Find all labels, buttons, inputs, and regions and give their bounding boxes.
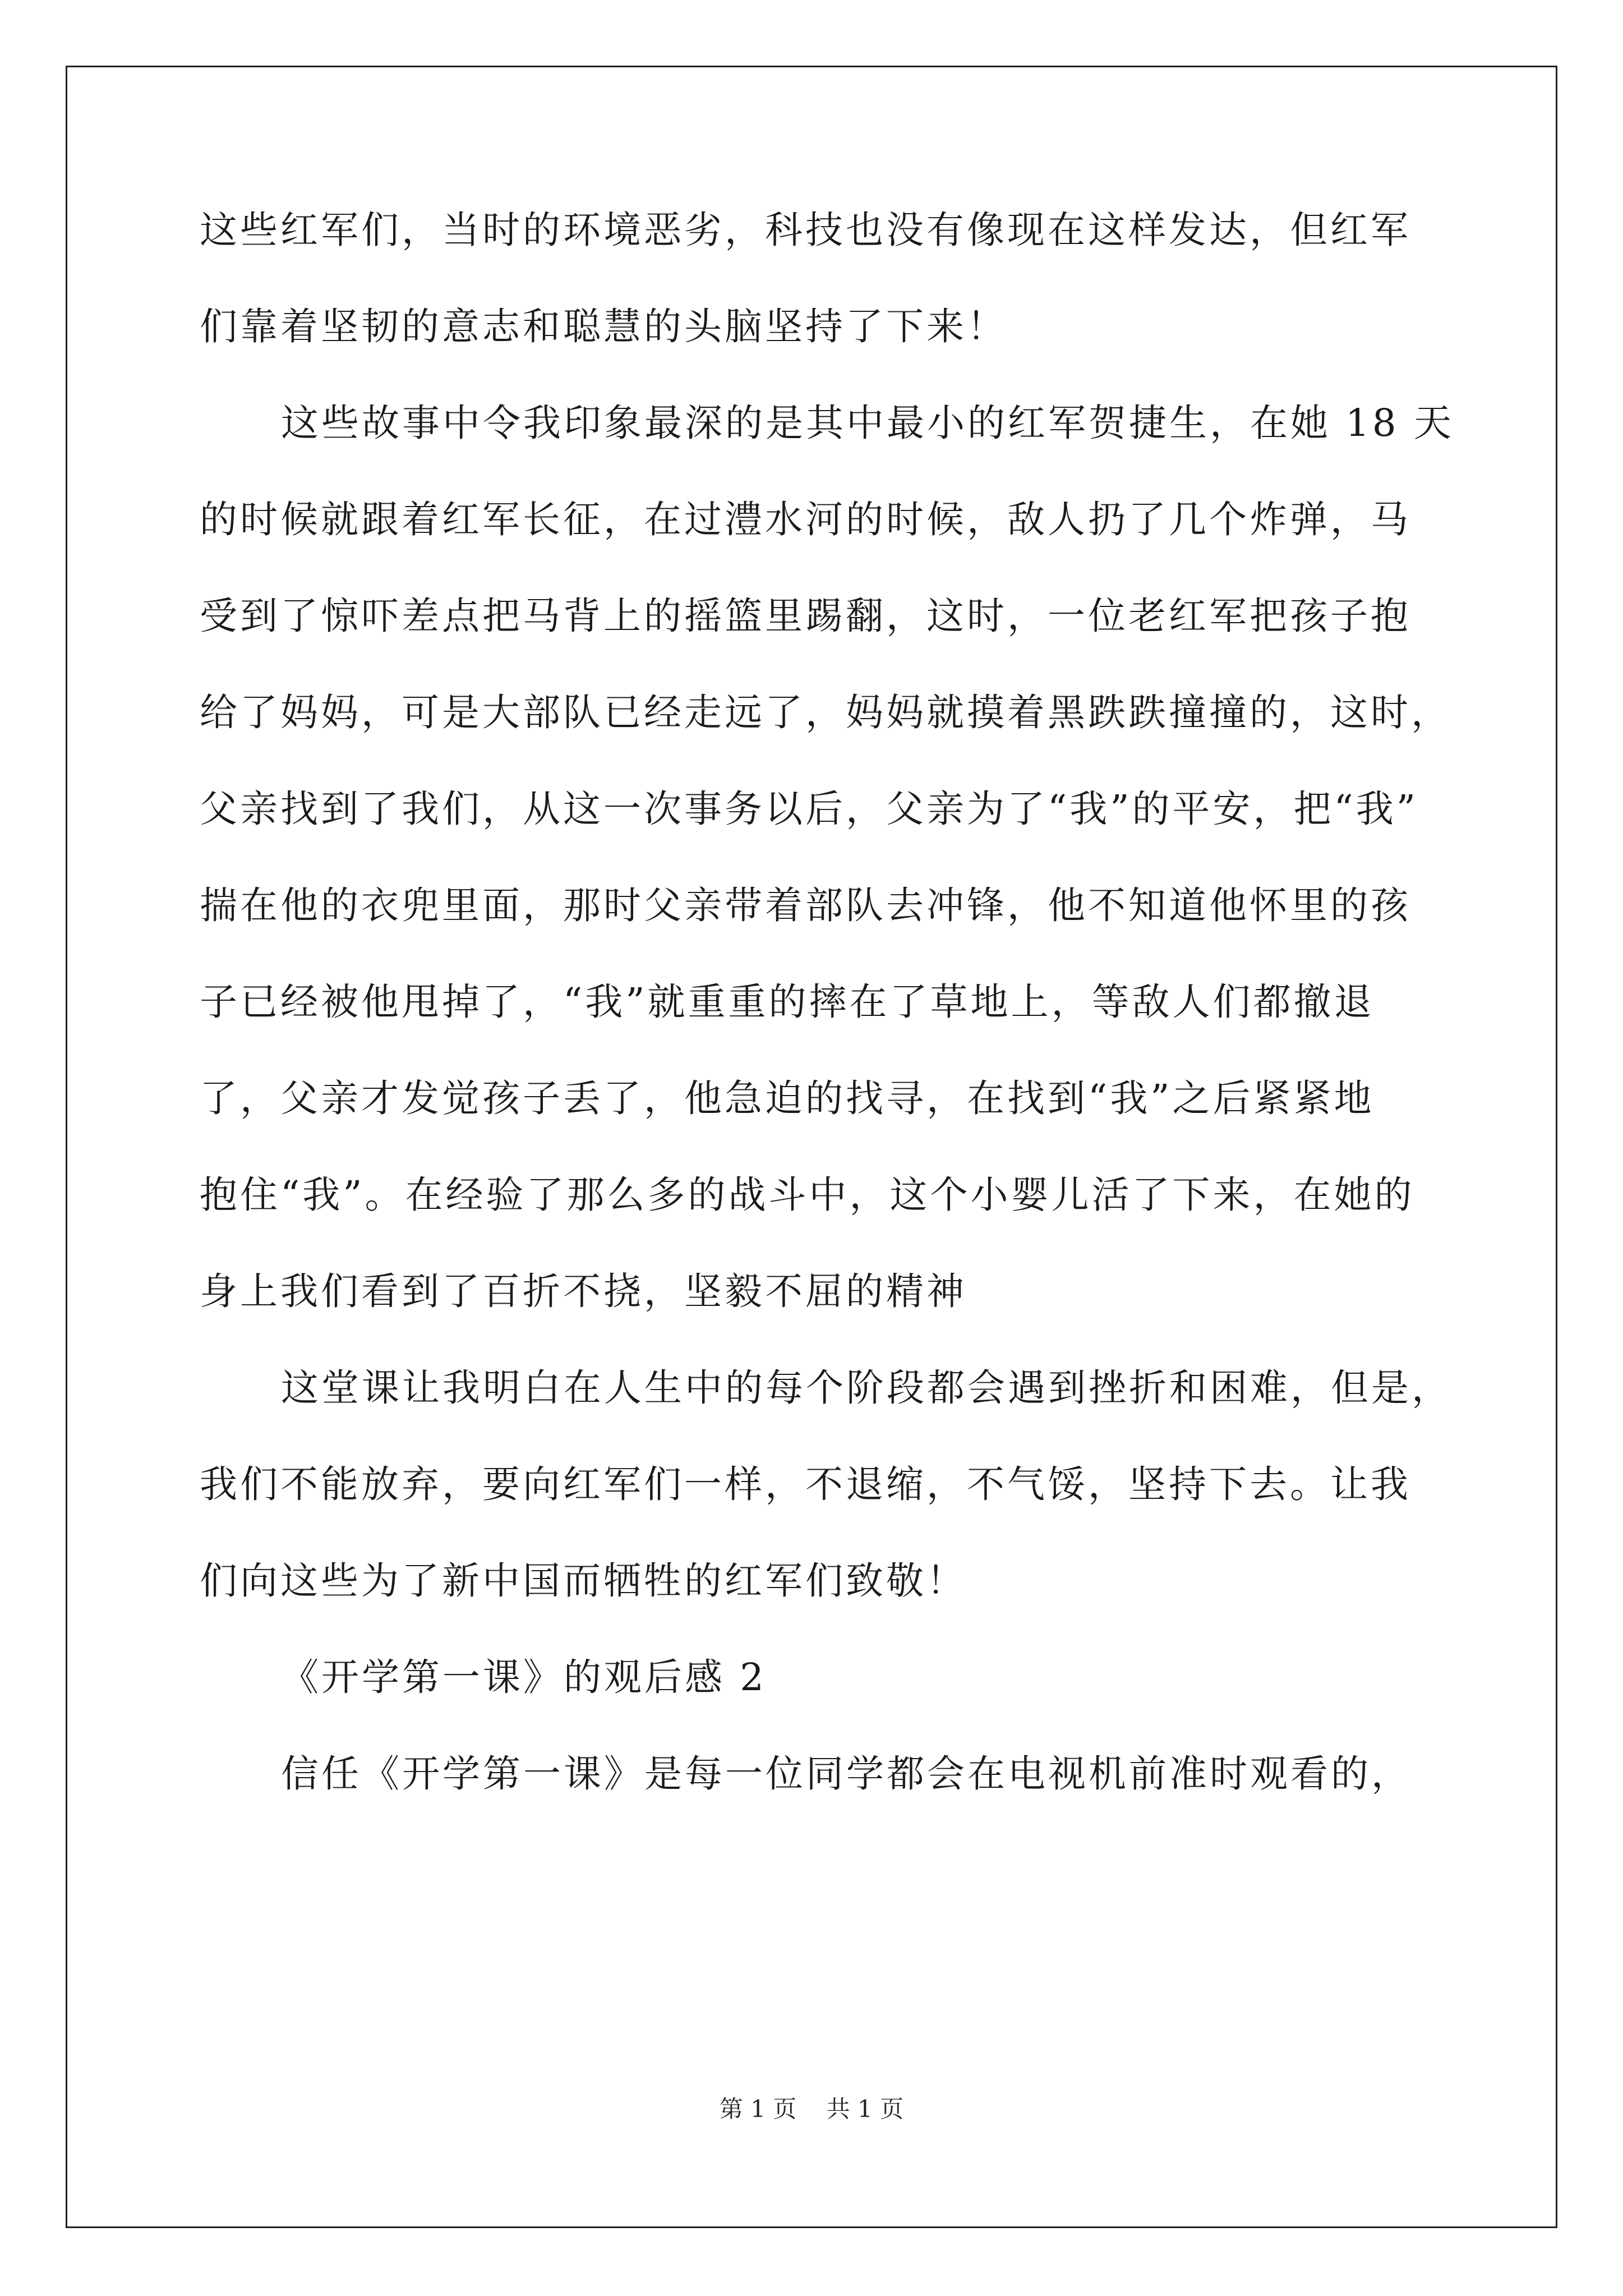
text-line: 子已经被他甩掉了，“我”就重重的摔在了草地上，等敌人们都撤退	[200, 980, 1375, 1024]
text-line: 给了妈妈，可是大部队已经走远了，妈妈就摸着黑跌跌撞撞的，这时，	[200, 691, 1451, 734]
text-line: 的时候就跟着红军长征，在过澧水河的时候，敌人扔了几个炸弹，马	[200, 498, 1411, 541]
text-line: 身上我们看到了百折不挠，坚毅不屈的精神	[200, 1269, 967, 1313]
text-line: 们靠着坚韧的意志和聪慧的头脑坚持了下来！	[200, 305, 1007, 348]
paragraph-start-line: 这些故事中令我印象最深的是其中最小的红军贺捷生，在她 18 天	[281, 401, 1454, 445]
section-heading: 《开学第一课》的观后感 2	[281, 1655, 767, 1699]
text-line: 了，父亲才发觉孩子丢了，他急迫的找寻，在找到“我”之后紧紧地	[200, 1076, 1375, 1120]
text-line: 我们不能放弃，要向红军们一样，不退缩，不气馁，坚持下去。让我	[200, 1462, 1411, 1506]
page-number-current: 第 1 页	[719, 2095, 797, 2123]
page-footer	[0, 2092, 1623, 2126]
text-line: 们向这些为了新中国而牺牲的红军们致敬！	[200, 1559, 967, 1603]
text-line: 抱住“我”。在经验了那么多的战斗中，这个小婴儿活了下来，在她的	[200, 1173, 1415, 1217]
text-line: 父亲找到了我们，从这一次事务以后，父亲为了“我”的平安，把“我”	[200, 787, 1419, 831]
page-number-total: 共 1 页	[826, 2095, 904, 2123]
text-line: 这些红军们，当时的环境恶劣，科技也没有像现在这样发达，但红军	[200, 208, 1411, 252]
text-line: 受到了惊吓差点把马背上的摇篮里踢翻，这时，一位老红军把孩子抱	[200, 594, 1411, 638]
paragraph-start-line: 这堂课让我明白在人生中的每个阶段都会遇到挫折和困难，但是，	[281, 1366, 1452, 1410]
page-border	[66, 66, 1557, 2228]
text-line: 揣在他的衣兜里面，那时父亲带着部队去冲锋，他不知道他怀里的孩	[200, 884, 1411, 927]
paragraph-start-line: 信任《开学第一课》是每一位同学都会在电视机前准时观看的，	[281, 1752, 1412, 1796]
